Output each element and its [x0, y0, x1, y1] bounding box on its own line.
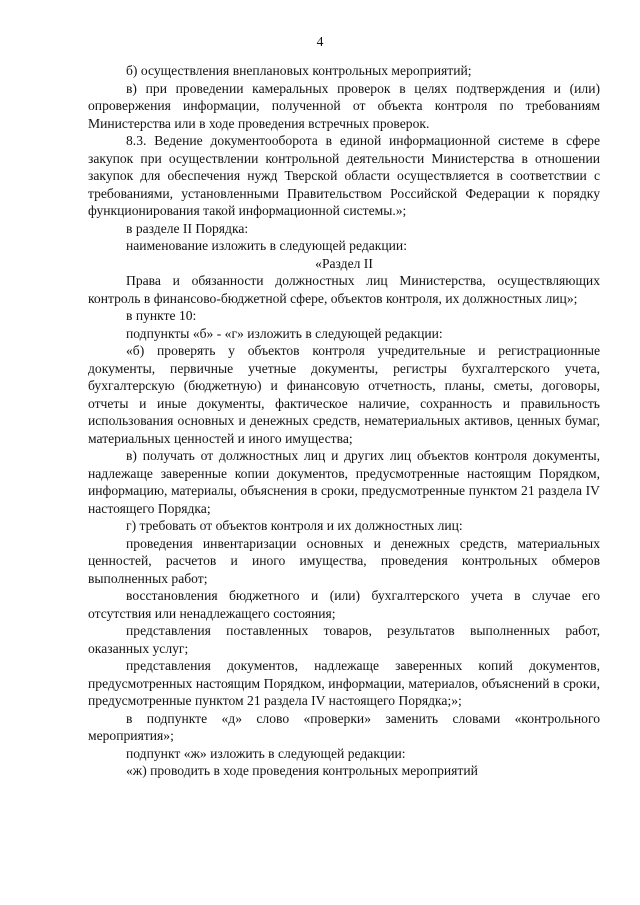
list-item: «б) проверять у объектов контроля учредительные и регистрационные документы, первичные учетные документы, регистры бухгалтерского учета, бухгалтерскую (бюджетную) и финансовую отчетность, планы, сметы, договоры, отчеты и иные документы, фактическое наличие, сохранность и правильность использования основных и денежных средств, нематериальных активов, ценных бумаг, материальных ценностей и иного имущества; [88, 343, 600, 446]
page-number: 4 [316, 34, 324, 49]
section-title: Права и обязанности должностных лиц Министерства, осуществляющих контроль в финансово-бюджетной сфере, объектов контроля, их должностных лиц»; [88, 273, 600, 306]
paragraph: «ж) проводить в ходе проведения контрольных мероприятий [126, 763, 478, 778]
paragraph: в подпункте «д» слово «проверки» заменить словами «контрольного мероприятия»; [88, 710, 600, 743]
list-item: проведения инвентаризации основных и денежных средств, материальных ценностей, расчетов и иного имущества, проведения контрольных обмеров выполненных работ; [88, 535, 600, 586]
paragraph: в пункте 10: [126, 308, 197, 323]
list-item: представления поставленных товаров, результатов выполненных работ, оказанных услуг; [88, 623, 600, 656]
list-item: в) получать от должностных лиц и других лиц объектов контроля документы, надлежаще заверенные копии документов, предусмотренные настоящим Порядком, информацию, материалы, объяснения в сроки, предусмотренные пунктом 21 раздела IV настоящего Порядка; [88, 448, 600, 516]
document-body [88, 62, 600, 780]
list-item: восстановления бюджетного и (или) бухгалтерского учета в случае его отсутствия или ненадлежащего состояния; [88, 588, 600, 621]
list-item: г) требовать от объектов контроля и их должностных лиц: [126, 518, 463, 533]
paragraph: б) осуществления внеплановых контрольных мероприятий; [126, 63, 472, 78]
section-heading: «Раздел II [315, 255, 373, 271]
list-item: представления документов, надлежаще заверенных копий документов, предусмотренных настоящим Порядком, информации, материалов, объяснений в сроки, предусмотренные пунктом 21 раздела IV настоящего Порядка;»; [88, 658, 600, 708]
paragraph: подпункты «б» - «г» изложить в следующей редакции: [126, 325, 443, 341]
paragraph: подпункт «ж» изложить в следующей редакции: [126, 745, 406, 761]
paragraph: в разделе II Порядка: [126, 220, 249, 236]
paragraph: 8.3. Ведение документооборота в единой информационной системе в сфере закупок при осуществлении контрольной деятельности Министерства в отношении закупок для обеспечения нужд Тверской области осуществляется в соответствии с требованиями, установленными Правительством Российской Федерации к порядку функционирования такой информационной системы.»; [88, 133, 600, 218]
paragraph: наименование изложить в следующей редакции: [126, 238, 407, 253]
paragraph: в) при проведении камеральных проверок в целях подтверждения и (или) опровержения информации, полученной от объекта контроля по требованиям Министерства или в ходе проведения встречных проверок. [88, 80, 600, 131]
